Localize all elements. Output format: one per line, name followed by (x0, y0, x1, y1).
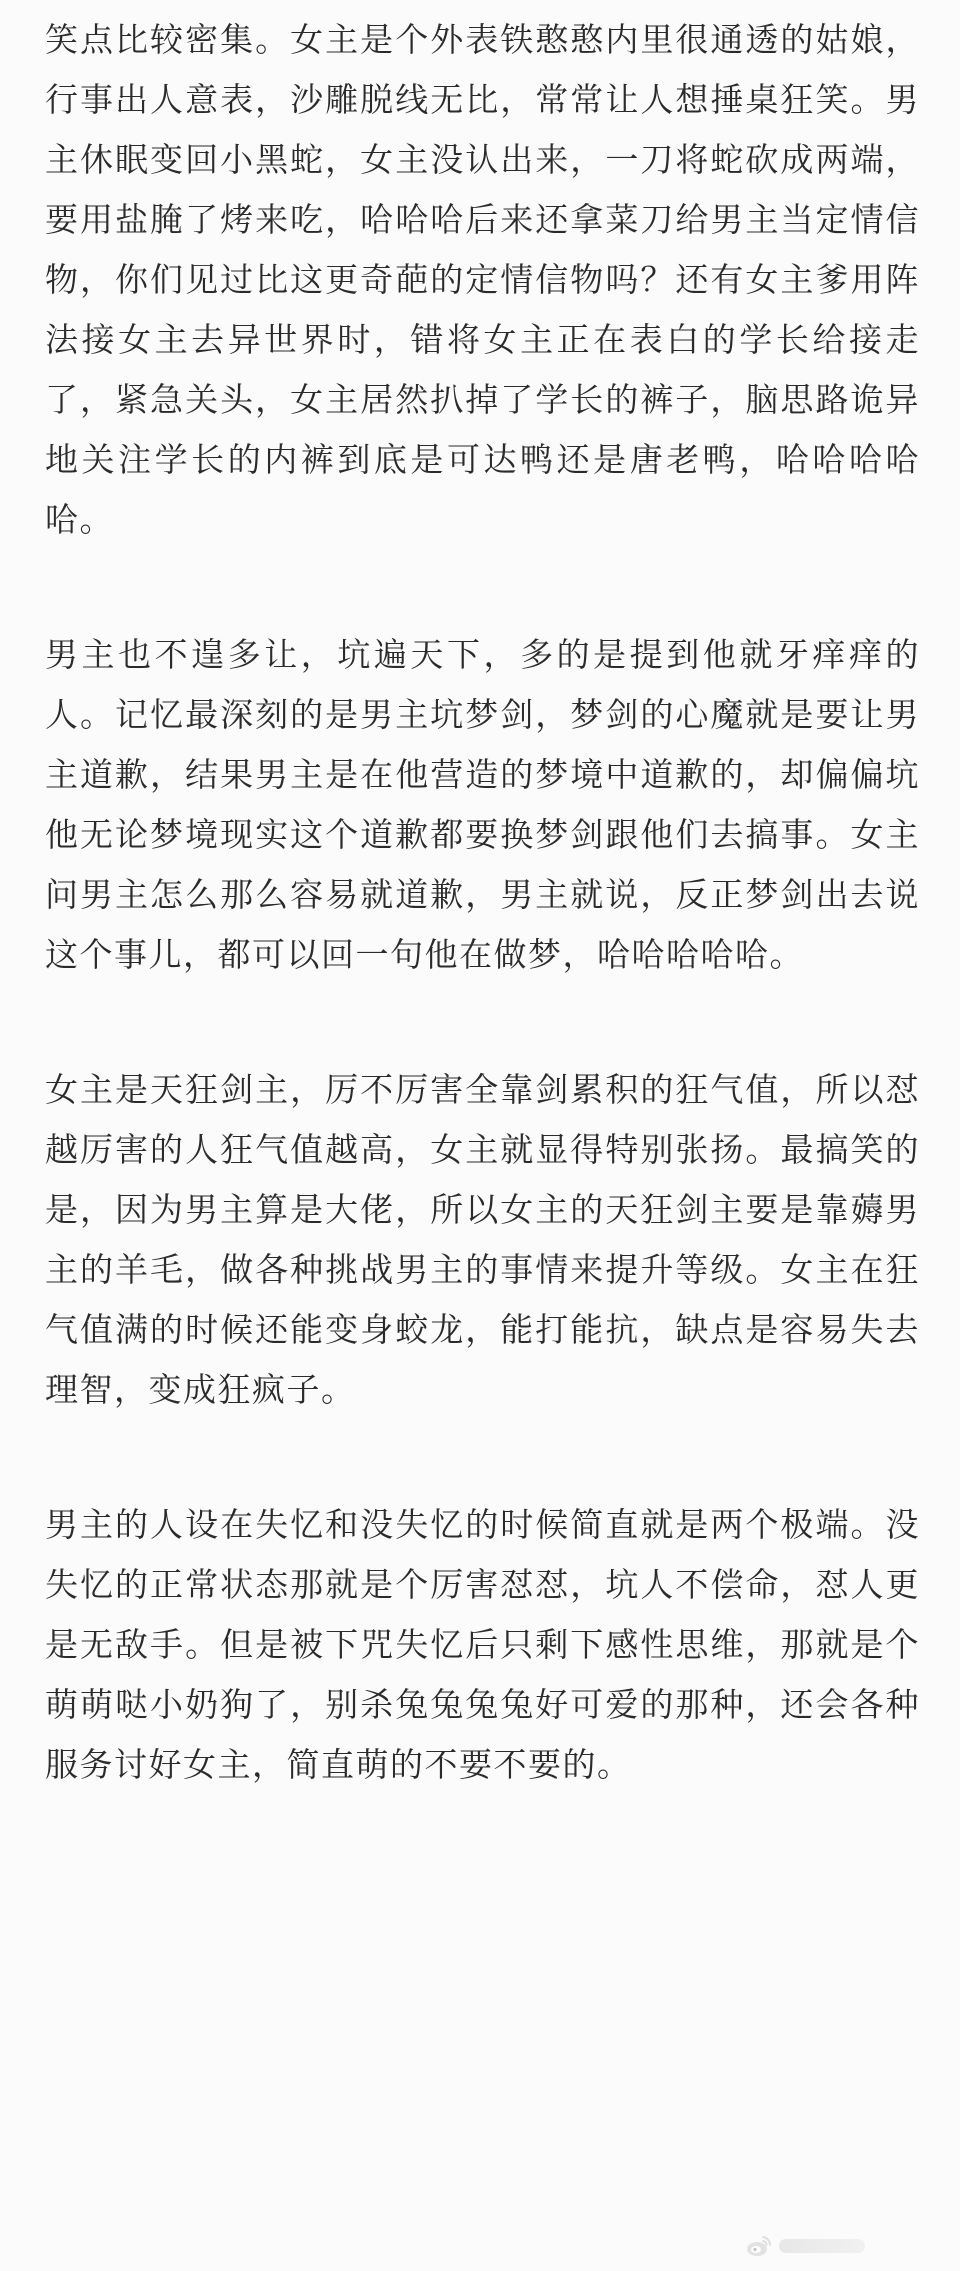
paragraph-1: 笑点比较密集。女主是个外表铁憨憨内里很通透的姑娘，行事出人意表，沙雕脱线无比，常常让人想捶桌狂笑。男主休眠变回小黑蛇，女主没认出来，一刀将蛇砍成两端，要用盐腌了烤来吃，哈哈哈后来还拿菜刀给男主当定情信物，你们见过比这更奇葩的定情信物吗？还有女主爹用阵法接女主去异世界时，错将女主正在表白的学长给接走了，紧急关头，女主居然扒掉了学长的裤子，脑思路诡异地关注学长的内裤到底是可达鸭还是唐老鸭，哈哈哈哈哈。 (45, 20, 920, 539)
watermark (745, 2231, 865, 2261)
weibo-logo-icon (745, 2232, 773, 2260)
paragraph-4: 男主的人设在失忆和没失忆的时候简直就是两个极端。没失忆的正常状态那就是个厉害怼怼，坑人不偿命，怼人更是无敌手。但是被下咒失忆后只剩下感性思维，那就是个萌萌哒小奶狗了，别杀兔兔兔兔好可爱的那种，还会各种服务讨好女主，简直萌的不要不要的。 (45, 1505, 920, 1784)
paragraph-2: 男主也不遑多让，坑遍天下，多的是提到他就牙痒痒的人。记忆最深刻的是男主坑梦剑，梦剑的心魔就是要让男主道歉，结果男主是在他营造的梦境中道歉的，却偏偏坑他无论梦境现实这个道歉都要换梦剑跟他们去搞事。女主问男主怎么那么容易就道歉，男主就说，反正梦剑出去说这个事儿，都可以回一句他在做梦，哈哈哈哈哈。 (45, 635, 920, 974)
watermark-username-blur (779, 2239, 865, 2253)
paragraph-3: 女主是天狂剑主，厉不厉害全靠剑累积的狂气值，所以怼越厉害的人狂气值越高，女主就显得特别张扬。最搞笑的是，因为男主算是大佬，所以女主的天狂剑主要是靠薅男主的羊毛，做各种挑战男主的事情来提升等级。女主在狂气值满的时候还能变身蛟龙，能打能抗，缺点是容易失去理智，变成狂疯子。 (45, 1070, 920, 1409)
